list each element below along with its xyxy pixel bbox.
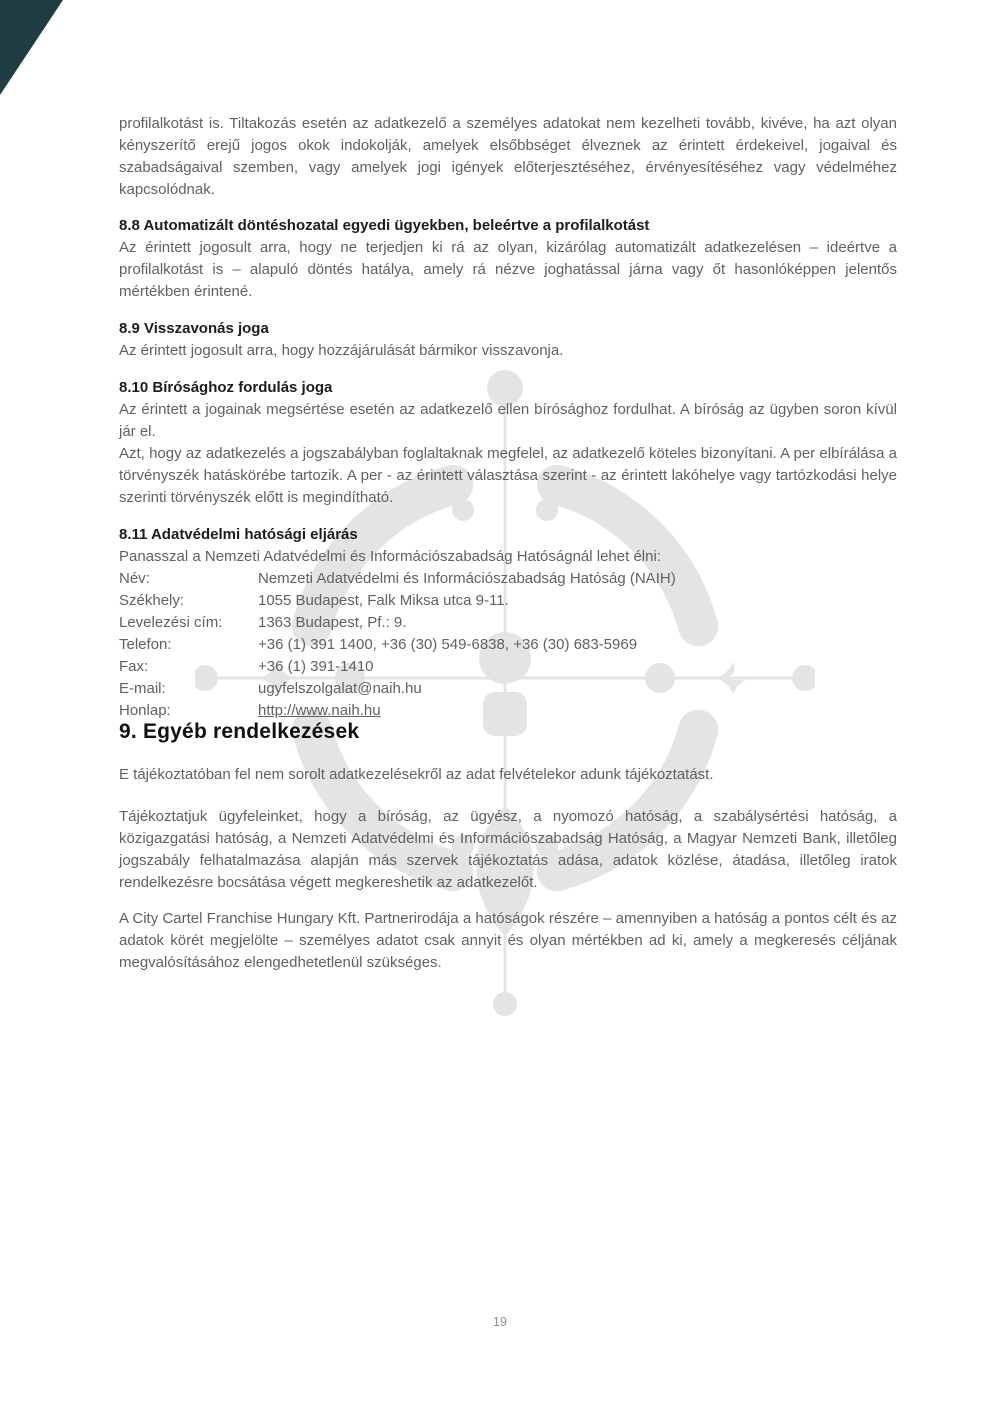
contact-row-address	[119, 590, 897, 612]
section-9-paragraph-3: A City Cartel Franchise Hungary Kft. Partnerirodája a hatóságok részére – amennyiben a hatóság a pontos célt és az adatok körét megjelölte – személyes adatot csak annyit és olyan mértékben ad ki, amely a megkeresés céljának megvalósításához elengedhetetlenül szükséges.	[119, 910, 897, 971]
section-8-10-paragraph-2: Azt, hogy az adatkezelés a jogszabályban foglaltaknak megfelel, az adatkezelő köteles bizonyítani. A per elbírálása a törvényszék hatáskörébe tartozik. A per - az érintett választása szerint - az érintett lakóhelye vagy tartózkodási helye szerinti törvényszék előtt is megindítható.	[119, 445, 897, 506]
contact-value: Nemzeti Adatvédelmi és Információszabadság Hatóság (NAIH)	[258, 570, 676, 587]
section-8-8-heading: 8.8 Automatizált döntéshozatal egyedi ügyekben, beleértve a profilalkotást	[119, 217, 650, 234]
contact-row-phone	[119, 634, 897, 656]
section-8-8-paragraph: Az érintett jogosult arra, hogy ne terjedjen ki rá az olyan, kizárólag automatizált adatkezelésen – ideértve a profilalkotást is – alapuló döntés hatálya, amely rá nézve joghatással járna vagy őt hasonlóképpen jelentős mértékben érintené.	[119, 239, 897, 300]
section-9-heading: 9. Egyéb rendelkezések	[119, 720, 360, 743]
contact-row-fax	[119, 656, 897, 678]
section-8-9-heading: 8.9 Visszavonás joga	[119, 320, 269, 337]
section-8-10-paragraph-1: Az érintett a jogainak megsértése esetén az adatkezelő ellen bírósághoz fordulhat. A bíróság az ügyben soron kívül jár el.	[119, 401, 897, 440]
contact-value: ugyfelszolgalat@naih.hu	[258, 680, 422, 697]
section-8-11-heading: 8.11 Adatvédelmi hatósági eljárás	[119, 526, 358, 543]
contact-row-name	[119, 568, 897, 590]
section-9-paragraph-1: E tájékoztatóban fel nem sorolt adatkezelésekről az adat felvételekor adunk tájékoztatást.	[119, 766, 714, 783]
contact-label: Telefon:	[119, 636, 172, 653]
contact-value: +36 (1) 391 1400, +36 (30) 549-6838, +36 (30) 683-5969	[258, 636, 638, 653]
section-9-paragraph-2: Tájékoztatjuk ügyfeleinket, hogy a bíróság, az ügyész, a nyomozó hatóság, a szabálysértési hatóság, a közigazgatási hatóság, a Nemzeti Adatvédelmi és Információszabadság Hatóság, a Magyar Nemzeti Bank, illetőleg jogszabály felhatalmazása alapján más szervek tájékoztatás adása, adatok közlése, átadása, illetőleg iratok rendelkezésre bocsátása végett megkereshetik az adatkezelőt.	[119, 808, 897, 891]
contact-label: Név:	[119, 570, 150, 587]
document-content	[119, 0, 897, 1414]
website-link[interactable]: http://www.naih.hu	[258, 702, 381, 719]
contact-label: Honlap:	[119, 702, 171, 719]
authority-contact-list	[119, 568, 897, 722]
contact-label: Levelezési cím:	[119, 614, 223, 631]
contact-value: +36 (1) 391-1410	[258, 658, 374, 675]
contact-value: 1363 Budapest, Pf.: 9.	[258, 614, 407, 631]
contact-value: 1055 Budapest, Falk Miksa utca 9-11.	[258, 592, 509, 609]
corner-decoration	[0, 0, 63, 95]
section-8-10-heading: 8.10 Bírósághoz fordulás joga	[119, 379, 333, 396]
section-8-11-intro: Panasszal a Nemzeti Adatvédelmi és Információszabadság Hatóságnál lehet élni:	[119, 548, 661, 565]
contact-label: Fax:	[119, 658, 149, 675]
contact-label: E-mail:	[119, 680, 166, 697]
section-8-9-paragraph: Az érintett jogosult arra, hogy hozzájárulását bármikor visszavonja.	[119, 342, 564, 359]
page-number: 19	[493, 1315, 507, 1329]
intro-paragraph: profilalkotást is. Tiltakozás esetén az adatkezelő a személyes adatokat nem kezelheti tovább, kivéve, ha azt olyan kényszerítő erejű jogos okok indokolják, amelyek elsőbbséget élveznek az érintett érdekeivel, jogaival és szabadságaival szemben, vagy amelyek jogi igények előterjesztéséhez, érvényesítéséhez vagy védelméhez kapcsolódnak.	[119, 115, 897, 198]
contact-row-mailing-address	[119, 612, 897, 634]
contact-label: Székhely:	[119, 592, 185, 609]
contact-row-email	[119, 678, 897, 700]
